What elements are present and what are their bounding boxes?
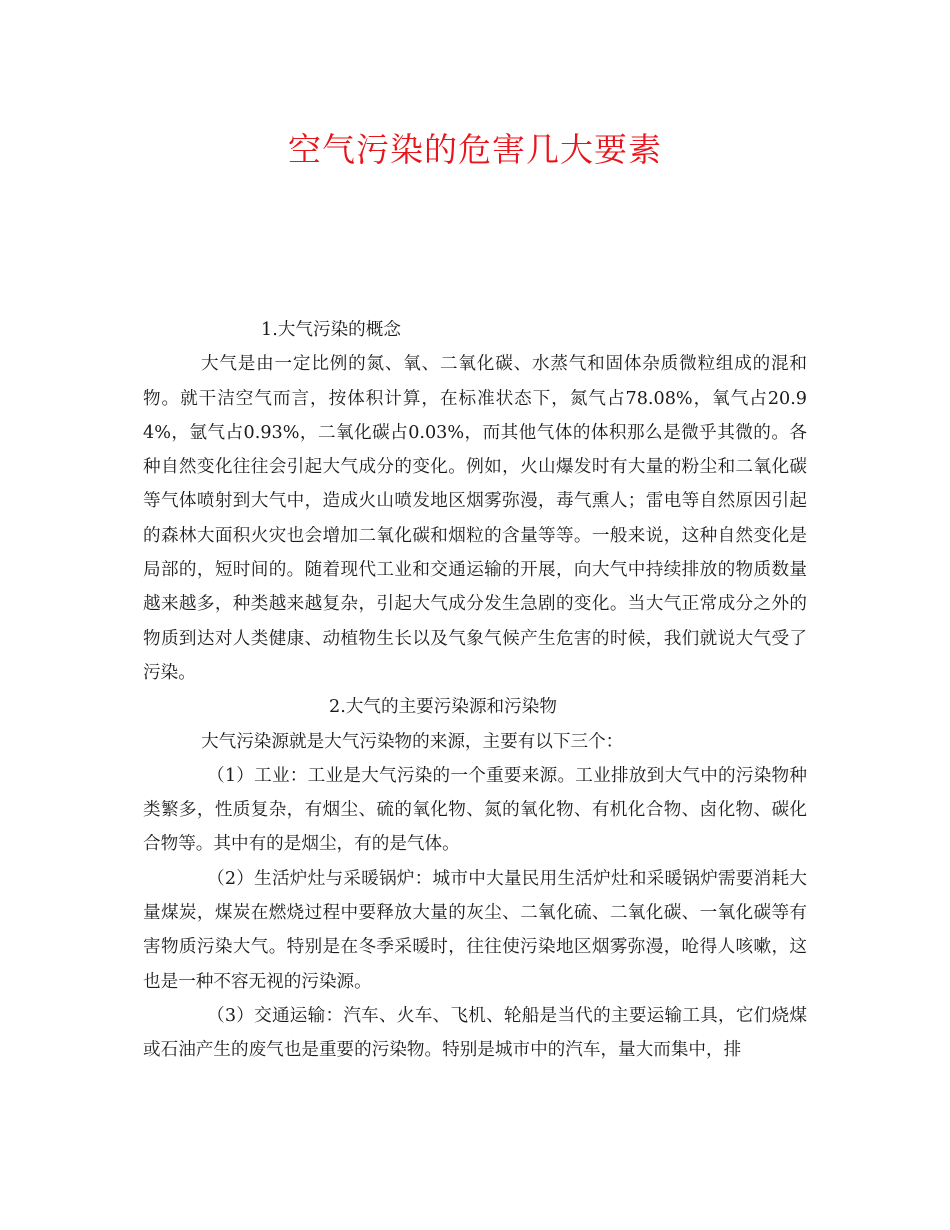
paragraph-stoves-boilers: （2）生活炉灶与采暖锅炉：城市中大量民用生活炉灶和采暖锅炉需要消耗大量煤炭，煤炭在燃烧过程中要释放大量的灰尘、二氧化硫、二氧化碳、一氧化碳等有害物质污染大气。特别是在冬季采暖时，往往使污染地区烟雾弥漫，呛得人咳嗽，这也是一种不容无视的污染源。: [143, 868, 807, 992]
document-title: 空气污染的危害几大要素: [288, 130, 662, 169]
section-heading-2: 2.大气的主要污染源和污染物: [329, 697, 557, 718]
document-body: [143, 313, 807, 1068]
paragraph-industry: （1）工业：工业是大气污染的一个重要来源。工业排放到大气中的污染物种类繁多，性质复杂，有烟尘、硫的氧化物、氮的氧化物、有机化合物、卤化物、碳化合物等。其中有的是烟尘，有的是气体。: [143, 765, 807, 855]
paragraph-transportation: （3）交通运输：汽车、火车、飞机、轮船是当代的主要运输工具，它们烧煤或石油产生的废气也是重要的污染物。特别是城市中的汽车，量大而集中，排: [143, 1005, 807, 1061]
paragraph-pollution-sources-intro: 大气污染源就是大气污染物的来源，主要有以下三个：: [201, 731, 624, 752]
section-heading-1: 1.大气污染的概念: [261, 320, 401, 340]
paragraph-air-pollution-concept: 大气是由一定比例的氮、氧、二氧化碳、水蒸气和固体杂质微粒组成的混和物。就干洁空气而言，按体积计算，在标准状态下，氮气占78.08%，氧气占20.94%，氩气占0.93%，二氧化碳占0.03%，而其他气体的体积那么是微乎其微的。各种自然变化往往会引起大气成分的变化。例如，火山爆发时有大量的粉尘和二氧化碳等气体喷射到大气中，造成火山喷发地区烟雾弥漫，毒气熏人；雷电等自然原因引起的森林大面积火灾也会增加二氧化碳和烟粒的含量等等。一般来说，这种自然变化是局部的，短时间的。随着现代工业和交通运输的开展，向大气中持续排放的物质数量越来越多，种类越来越复杂，引起大气成分发生急剧的变化。当大气正常成分之外的物质到达对人类健康、动植物生长以及气象气候产生危害的时候，我们就说大气受了污染。: [143, 354, 807, 683]
